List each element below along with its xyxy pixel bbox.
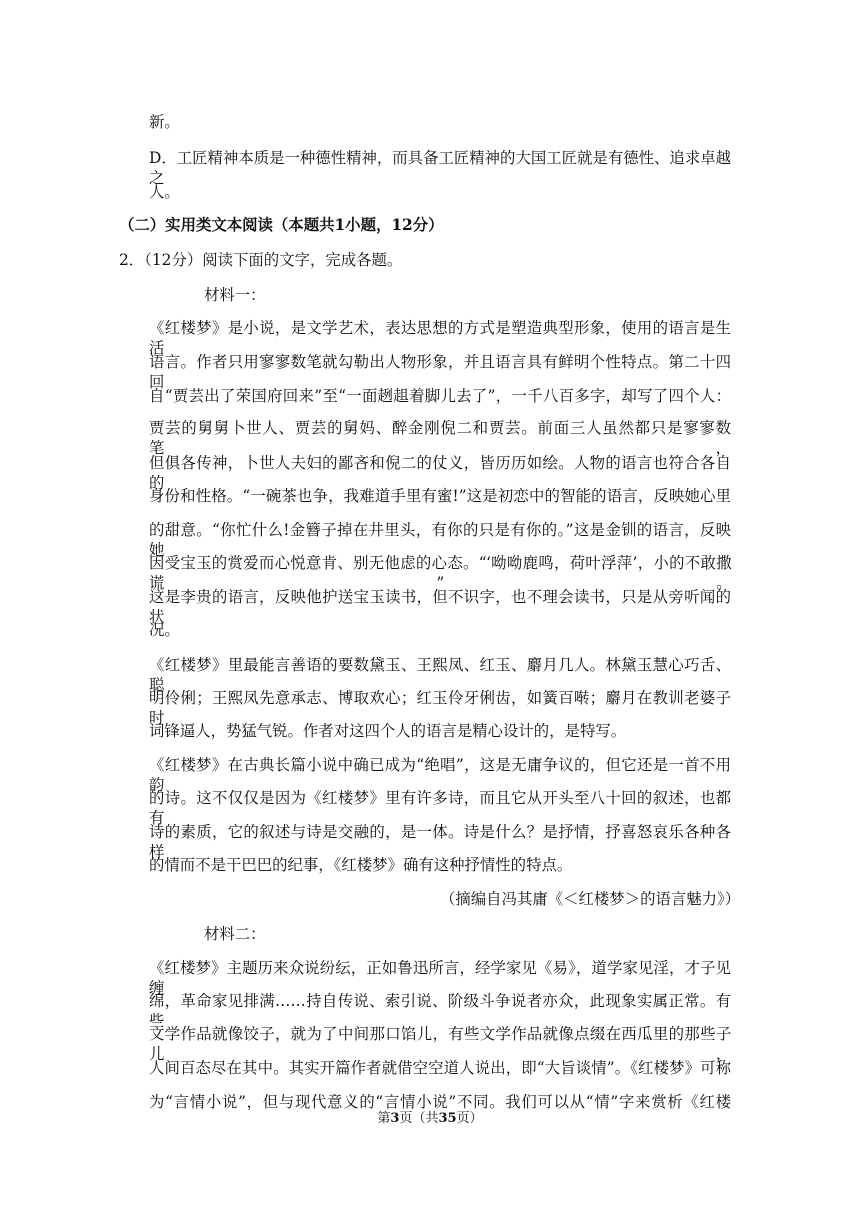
paragraph-line: 诗的素质，它的叙述与诗是交融的，是一体。诗是什么？是抒情，抒喜怒哀乐各种各样 bbox=[149, 823, 731, 861]
paragraph-line: 身份和性格。“一碗茶也争，我难道手里有蜜!”这是初恋中的智能的语言，反映她心里 bbox=[149, 487, 731, 505]
paragraph-line: 语言。作者只用寥寥数笔就勾勒出人物形象，并且语言具有鲜明个性特点。第二十四回 bbox=[149, 353, 731, 391]
paragraph-line: 的甜意。“你忙什么!金簪子掉在井里头，有你的只是有你的。”这是金钏的语言，反映她 bbox=[149, 521, 731, 559]
paragraph-line: 《红楼梦》里最能言善语的要数黛玉、王熙凤、红玉、麝月几人。林黛玉慧心巧舌、聪 bbox=[149, 656, 731, 694]
paragraph-line: 《红楼梦》是小说，是文学艺术，表达思想的方式是塑造典型形象，使用的语言是生活 bbox=[149, 319, 731, 357]
paragraph-line: 文学作品就像饺子，就为了中间那口馅儿，有些文学作品就像点缀在西瓜里的那些子儿， bbox=[149, 1025, 731, 1063]
footer-prefix: 第 bbox=[377, 1111, 391, 1126]
paragraph-line: 贾芸的舅舅卜世人、贾芸的舅妈、醉金刚倪二和贾芸。前面三人虽然都只是寥寥数笔， bbox=[149, 419, 731, 457]
material-heading: 材料一： bbox=[204, 286, 266, 304]
paragraph-line: 的诗。这不仅仅是因为《红楼梦》里有许多诗，而且它从开头至八十回的叙述，也都有 bbox=[149, 789, 731, 827]
paragraph-line: 但俱各传神，卜世人夫妇的鄙吝和倪二的仗义，皆历历如绘。人物的语言也符合各自的 bbox=[149, 454, 731, 492]
text-line: 新。 bbox=[149, 113, 180, 131]
page-number: 3 bbox=[390, 1111, 400, 1126]
paragraph-line: 因受宝玉的赏爱而心悦意肯、别无他虑的心态。“‘呦呦鹿鸣，荷叶浮萍’，小的不敢撒谎”。 bbox=[149, 554, 731, 592]
page-footer bbox=[0, 1110, 860, 1128]
paragraph-line: 《红楼梦》在古典长篇小说中确已成为“绝唱”，这是无庸争议的，但它还是一首不用韵 bbox=[149, 756, 731, 794]
section-heading: （二）实用类文本阅读（本题共1小题，12分） bbox=[119, 216, 444, 234]
paragraph-line: 自“贾芸出了荣国府回来”至“一面趔趄着脚儿去了”，一千八百多字，却写了四个人： bbox=[149, 387, 731, 405]
paragraph-line: 明伶俐；王熙凤先意承志、博取欢心；红玉伶牙俐齿，如簧百啭；麝月在教训老婆子时 bbox=[149, 689, 731, 727]
paragraph-line: 绵，革命家见排满……持自传说、索引说、阶级斗争说者亦众，此现象实属正常。有些 bbox=[149, 992, 731, 1030]
paragraph-line: 人间百态尽在其中。其实开篇作者就借空空道人说出，即“大旨谈情”。《红楼梦》可称 bbox=[149, 1059, 731, 1077]
question-stem: 2．（12分）阅读下面的文字，完成各题。 bbox=[119, 251, 403, 269]
text-line: 人。 bbox=[149, 183, 180, 201]
paragraph-line: 《红楼梦》主题历来众说纷纭，正如鲁迅所言，经学家见《易》，道学家见淫，才子见缠 bbox=[149, 959, 731, 997]
footer-mid: 页（共 bbox=[399, 1111, 439, 1126]
paragraph-line: 为“言情小说”，但与现代意义的“言情小说”不同。我们可以从“情”字来赏析《红楼 bbox=[149, 1093, 731, 1111]
source-citation: （摘编自冯其庸《＜红楼梦＞的语言魅力》） bbox=[440, 890, 741, 908]
paragraph-line: 的情而不是干巴巴的纪事，《红楼梦》确有这种抒情性的特点。 bbox=[149, 856, 573, 874]
paragraph-line: 词锋逼人，势猛气锐。作者对这四个人的语言是精心设计的，是特写。 bbox=[149, 722, 627, 740]
material-heading: 材料二： bbox=[204, 925, 266, 943]
paragraph-line: 这是李贵的语言，反映他护送宝玉读书，但不识字，也不理会读书，只是从旁听闻的状 bbox=[149, 588, 731, 626]
option-d-line: D．工匠精神本质是一种德性精神，而具备工匠精神的大国工匠就是有德性、追求卓越之 bbox=[149, 149, 731, 187]
paragraph-line: 况。 bbox=[149, 621, 180, 639]
total-pages: 35 bbox=[438, 1111, 457, 1126]
footer-suffix: 页） bbox=[456, 1111, 483, 1126]
